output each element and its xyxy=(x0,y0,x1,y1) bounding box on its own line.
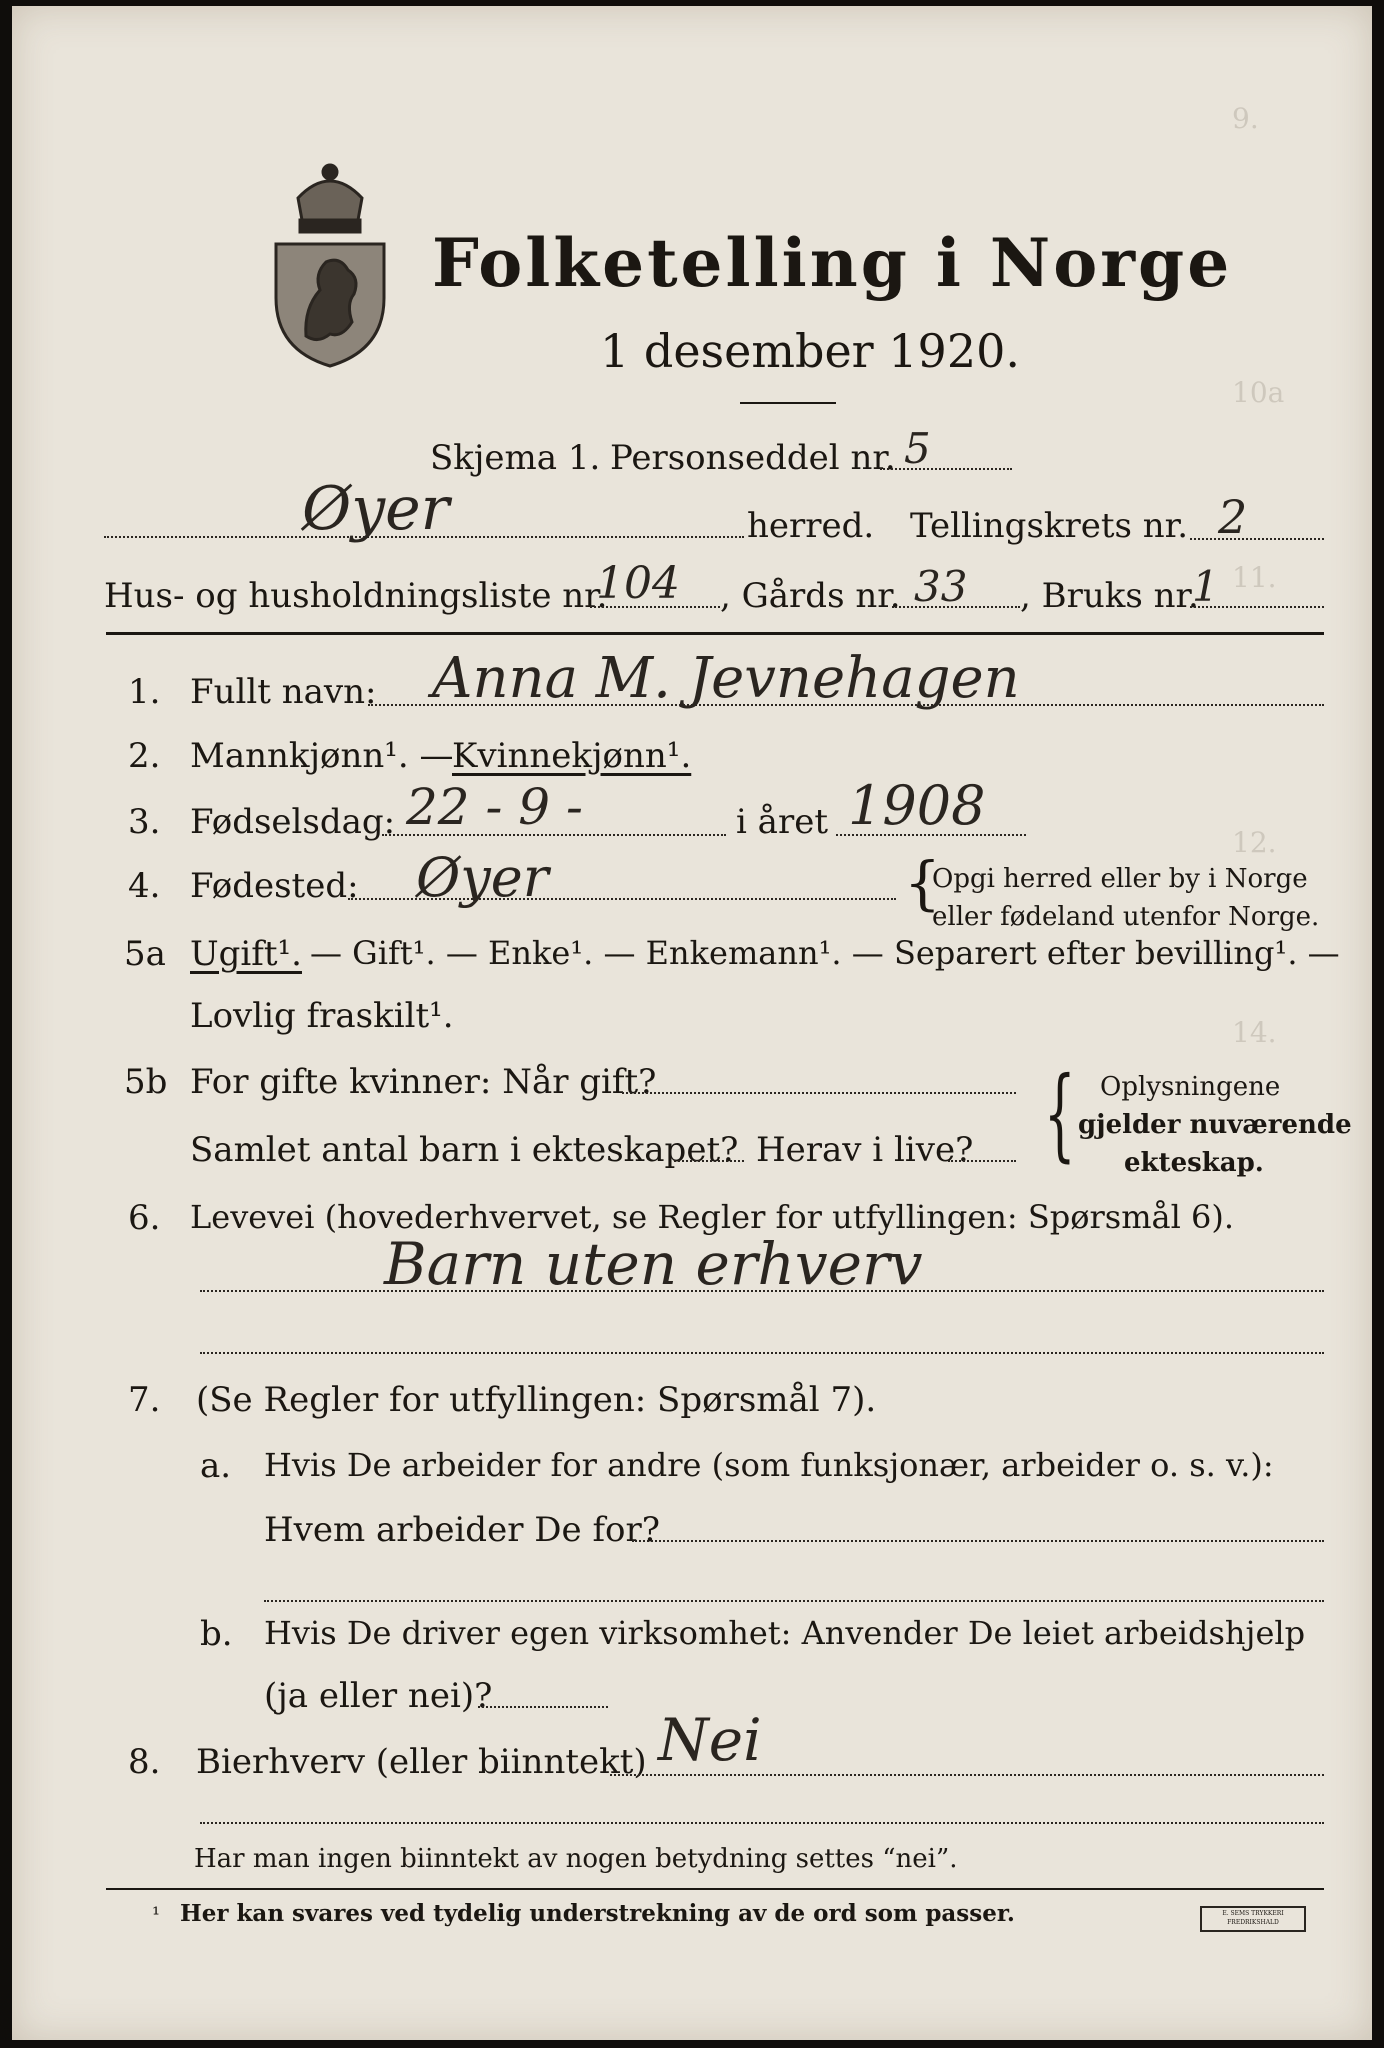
q7b-letter: b. xyxy=(200,1614,233,1654)
q1-label: Fullt navn: xyxy=(190,672,377,712)
q5b-brace: { xyxy=(1043,1055,1076,1172)
q5b-alive-line xyxy=(948,1160,1016,1162)
q7a-line2 xyxy=(264,1600,1324,1602)
q8-number: 8. xyxy=(128,1742,161,1782)
birth-year-value[interactable]: 1908 xyxy=(848,774,986,837)
q6-label: Levevei (hovederhvervet, se Regler for utfyllingen: Spørsmål 6). xyxy=(190,1198,1235,1236)
q4-label: Fødested: xyxy=(190,866,359,906)
tellingskrets-label: Tellingskrets nr. xyxy=(910,506,1189,546)
q5b-alive-label: Herav i live? xyxy=(756,1130,974,1170)
header-divider xyxy=(106,632,1324,635)
title-divider xyxy=(740,402,836,404)
form-title: Folketelling i Norge xyxy=(432,224,1233,302)
skjema-label: Skjema 1. xyxy=(430,438,601,478)
q2-female-option[interactable]: Kvinnekjønn¹. xyxy=(452,736,692,776)
footnote-mark: ¹ xyxy=(152,1902,161,1926)
q5b-number: 5b xyxy=(124,1062,168,1102)
q5b-note-line3: ekteskap. xyxy=(1124,1148,1264,1178)
q7b-line xyxy=(478,1706,608,1708)
q4-note-line2: eller fødeland utenfor Norge. xyxy=(932,902,1320,932)
q7-number: 7. xyxy=(128,1380,161,1420)
q5b-children-line xyxy=(674,1160,744,1162)
q6-line2 xyxy=(200,1352,1324,1354)
personseddel-line xyxy=(880,468,1012,470)
birthday-value[interactable]: 22 - 9 - xyxy=(406,778,583,836)
tellingskrets-line xyxy=(1190,538,1324,540)
footnote-text: Her kan svares ved tydelig understrekning av de ord som passer. xyxy=(180,1900,1015,1927)
occupation-value[interactable]: Barn uten erhverv xyxy=(384,1230,923,1298)
q7a-line1 xyxy=(632,1540,1324,1542)
q1-number: 1. xyxy=(128,672,161,712)
personseddel-label: Personseddel nr. xyxy=(610,438,896,478)
q3-number: 3. xyxy=(128,802,161,842)
nei-instruction: Har man ingen biinntekt av nogen betydning settes “nei”. xyxy=(194,1844,958,1874)
q7b-label-line1: Hvis De driver egen virksomhet: Anvender De leiet arbeidshjelp xyxy=(264,1614,1306,1652)
coat-of-arms-icon xyxy=(268,158,392,370)
q7a-letter: a. xyxy=(200,1446,232,1486)
q4-brace: { xyxy=(904,849,941,917)
q5b-when-married-label: For gifte kvinner: Når gift? xyxy=(190,1062,657,1102)
q3-year-label: i året xyxy=(736,802,828,842)
q7-label: (Se Regler for utfyllingen: Spørsmål 7). xyxy=(196,1380,877,1420)
full-name-value[interactable]: Anna M. Jevnehagen xyxy=(432,646,1020,711)
printer-stamp: E. SEMS TRYKKERI FREDRIKSHALD xyxy=(1200,1906,1306,1932)
census-form-page: 9. 10a 11. 12. 14. Folketelling i Norge 1 desember 1920. Skjema 1. Personseddel nr. 5 Øyer herred. Tellingskrets nr. 2 Hus- og husholdningsliste nr. 104 , Gårds nr. 33 , Bruks nr. 1 1. Fullt navn: Anna M. Jevnehagen 2. Mannkjønn¹. — Kvinnekjønn¹. 3. Fødselsdag: 22 - 9 - i året 1908 4. Fødested: Øyer { Opgi herred eller by i Norge eller fødeland utenfor Norge. 5a Ugift¹. — Gift¹. — Enke¹. — Enkemann¹. — Separert efter bevilling¹. — Lovlig fraskilt¹. 5b For gifte kvinner: Når gift? Samlet antal barn i ekteskapet? Herav i live? { Oplysningene gjelder nuværende ekteskap. 6. Levevei (hovederhvervet, se Regler for utfyllingen: Spørsmål 6). Barn uten erhverv 7. (Se Regler for utfyllingen: Spørsmål 7). a. Hvis De arbeider for andre (som funksjonær, arbeider o. s. v.): Hvem arbeider De for? b. Hvis De driver egen virksomhet: Anvender De leiet arbeidshjelp (ja eller nei)? 8. Bierhverv (eller biinntekt) Nei Har man ingen biinntekt av nogen betydning settes “nei”. ¹ Her kan svares ved tydelig understrekning av de ord som passer. E. SEMS TRYKKERI FREDRIKSHALD xyxy=(12,6,1372,2040)
tellingskrets-value[interactable]: 2 xyxy=(1218,490,1248,544)
hus-value[interactable]: 104 xyxy=(596,558,680,609)
q3-label: Fødselsdag: xyxy=(190,802,396,842)
q5b-note-line1: Oplysningene xyxy=(1100,1072,1281,1102)
q6-number: 6. xyxy=(128,1198,161,1238)
q4-note-line1: Opgi herred eller by i Norge xyxy=(932,864,1308,894)
q5b-children-label: Samlet antal barn i ekteskapet? xyxy=(190,1130,739,1170)
q8-line xyxy=(610,1774,1324,1776)
bruks-value[interactable]: 1 xyxy=(1192,562,1219,611)
form-date: 1 desember 1920. xyxy=(600,324,1020,378)
q7a-label-line2: Hvem arbeider De for? xyxy=(264,1510,660,1550)
q5b-when-married-line xyxy=(622,1092,1016,1094)
q2-male-option[interactable]: Mannkjønn¹. — xyxy=(190,736,454,776)
q5a-number: 5a xyxy=(124,934,166,974)
q8-line2 xyxy=(200,1822,1324,1824)
q2-number: 2. xyxy=(128,736,161,776)
q5b-note-line2: gjelder nuværende xyxy=(1078,1110,1352,1140)
birthplace-value[interactable]: Øyer xyxy=(416,846,549,909)
hus-label: Hus- og husholdningsliste nr. xyxy=(104,576,608,616)
q8-label: Bierhverv (eller biinntekt) xyxy=(196,1742,647,1782)
footnote-divider xyxy=(106,1888,1324,1890)
personseddel-value[interactable]: 5 xyxy=(904,424,931,473)
herred-value[interactable]: Øyer xyxy=(302,474,450,544)
herred-label: herred. xyxy=(747,506,875,546)
q5a-ugift-option[interactable]: Ugift¹. xyxy=(190,934,302,974)
q4-number: 4. xyxy=(128,866,161,906)
gards-label: , Gårds nr. xyxy=(720,576,901,616)
q5a-lovlig-fraskilt[interactable]: Lovlig fraskilt¹. xyxy=(190,996,454,1036)
bruks-label: , Bruks nr. xyxy=(1020,576,1199,616)
secondary-income-value[interactable]: Nei xyxy=(658,1706,762,1774)
q5a-other-options[interactable]: — Gift¹. — Enke¹. — Enkemann¹. — Separert efter bevilling¹. — xyxy=(310,934,1340,972)
q7b-label-line2: (ja eller nei)? xyxy=(264,1676,493,1716)
q7a-label-line1: Hvis De arbeider for andre (som funksjonær, arbeider o. s. v.): xyxy=(264,1446,1274,1484)
gards-value[interactable]: 33 xyxy=(914,562,968,611)
